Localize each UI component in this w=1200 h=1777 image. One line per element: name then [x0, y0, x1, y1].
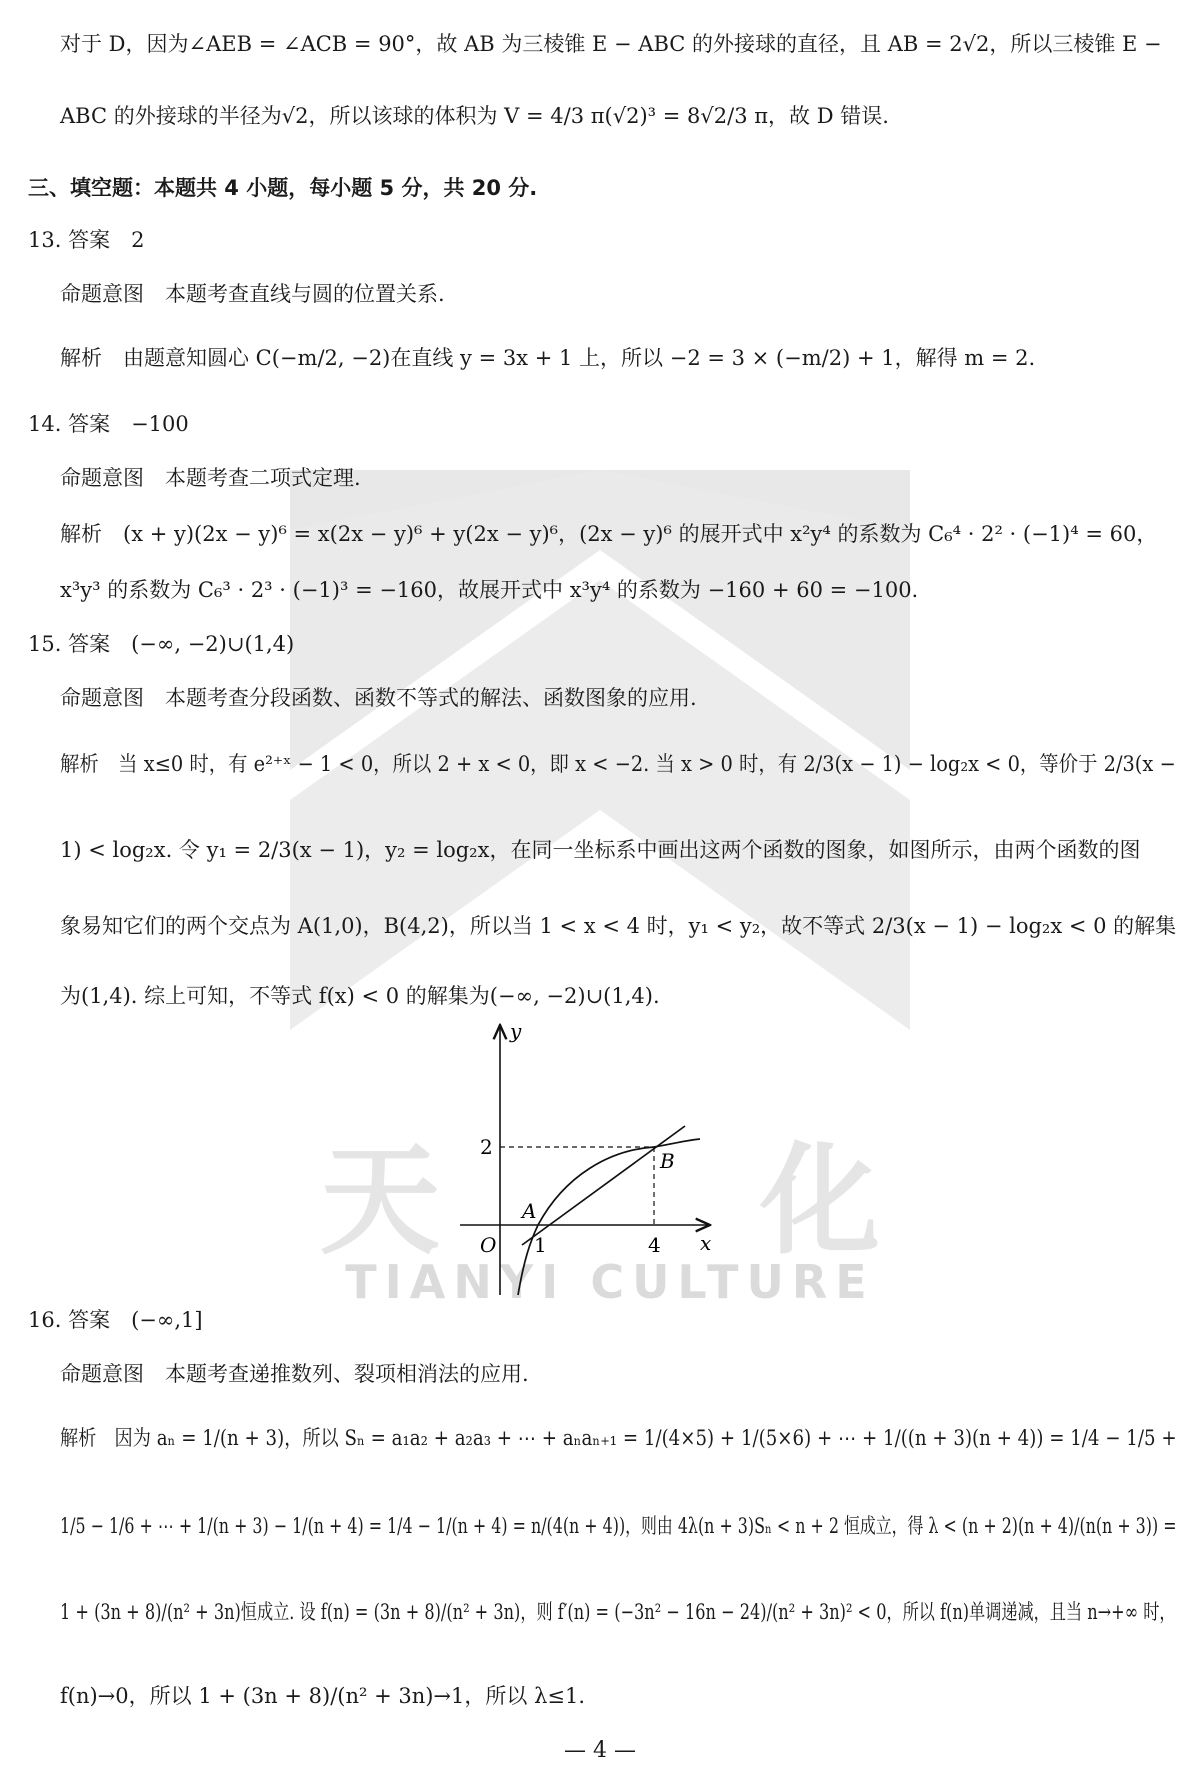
- text-line: f(n)→0，所以 1 + (3n + 8)/(n² + 3n)→1，所以 λ≤1.: [60, 1684, 586, 1708]
- watermark-char-right: 化: [760, 1132, 880, 1271]
- label-y: y: [510, 1020, 522, 1043]
- page-number: — 4 —: [564, 1738, 636, 1763]
- text-line: 三、填空题：本题共 4 小题，每小题 5 分，共 20 分.: [28, 176, 538, 200]
- watermark-text: TIANYI CULTURE: [345, 1255, 875, 1309]
- tick-x4: 4: [648, 1233, 661, 1257]
- text-line: 命题意图 本题考查直线与圆的位置关系.: [60, 282, 445, 306]
- text-line: 命题意图 本题考查分段函数、函数不等式的解法、函数图象的应用.: [60, 686, 697, 710]
- label-x: x: [700, 1231, 712, 1255]
- tick-y2: 2: [480, 1135, 493, 1159]
- text-line: 16. 答案 (−∞,1]: [28, 1308, 203, 1332]
- text-line: x³y³ 的系数为 C₆³ · 2³ · (−1)³ = −160，故展开式中 x³y⁴ 的系数为 −160 + 60 = −100.: [60, 578, 919, 602]
- text-line: 解析 (x + y)(2x − y)⁶ = x(2x − y)⁶ + y(2x − y)⁶，(2x − y)⁶ 的展开式中 x²y⁴ 的系数为 C₆⁴ · 2² · (−1)⁴ = 60，: [60, 522, 1158, 546]
- linear-line: [522, 1126, 685, 1245]
- text-line: ABC 的外接球的半径为√2，所以该球的体积为 V = 4/3 π(√2)³ = 8√2/3 π，故 D 错误.: [60, 104, 889, 128]
- label-point-b: B: [660, 1149, 675, 1173]
- text-line: 解析 由题意知圆心 C(−m/2, −2)在直线 y = 3x + 1 上，所以 −2 = 3 × (−m/2) + 1，解得 m = 2.: [60, 346, 1036, 370]
- watermark-char-left: 天: [320, 1132, 440, 1271]
- text-line: 命题意图 本题考查二项式定理.: [60, 466, 361, 490]
- text-line: 1 + (3n + 8)/(n² + 3n)恒成立. 设 f(n) = (3n + 8)/(n² + 3n)，则 f′(n) = (−3n² − 16n − 24)/(n² + 3n)² < 0，所以 f(n)单调递减，且当 n→+∞ 时，: [60, 1600, 1176, 1624]
- tick-x1: 1: [534, 1233, 547, 1257]
- text-line: 1/5 − 1/6 + ⋯ + 1/(n + 3) − 1/(n + 4) = 1/4 − 1/(n + 4) = n/(4(n + 4))，则由 4λ(n + 3)Sₙ < n + 2 恒成立，得 λ < (n + 2)(n + 4)/(n(n + 3)) =: [60, 1514, 1177, 1538]
- text-line: 1) < log₂x. 令 y₁ = 2/3(x − 1)，y₂ = log₂x，在同一坐标系中画出这两个函数的图象，如图所示，由两个函数的图: [60, 838, 1141, 862]
- text-line: 15. 答案 (−∞, −2)∪(1,4): [28, 632, 295, 656]
- function-graph: [460, 1020, 720, 1300]
- text-line: 解析 因为 aₙ = 1/(n + 3)，所以 Sₙ = a₁a₂ + a₂a₃ + ⋯ + aₙaₙ₊₁ = 1/(4×5) + 1/(5×6) + ⋯ + 1/((n + 3)(n + 4)) = 1/4 − 1/5 +: [60, 1426, 1177, 1450]
- text-line: 13. 答案 2: [28, 228, 145, 252]
- text-line: 解析 当 x≤0 时，有 e²⁺ˣ − 1 < 0，所以 2 + x < 0，即 x < −2. 当 x > 0 时，有 2/3(x − 1) − log₂x < 0，等价于 2/3(x −: [60, 752, 1176, 776]
- label-point-a: A: [522, 1199, 537, 1223]
- text-line: 命题意图 本题考查递推数列、裂项相消法的应用.: [60, 1362, 529, 1386]
- text-line: 象易知它们的两个交点为 A(1,0)，B(4,2)，所以当 1 < x < 4 时，y₁ < y₂，故不等式 2/3(x − 1) − log₂x < 0 的解集: [60, 914, 1177, 938]
- label-origin: O: [480, 1233, 497, 1257]
- text-line: 对于 D，因为∠AEB = ∠ACB = 90°，故 AB 为三棱锥 E − ABC 的外接球的直径，且 AB = 2√2，所以三棱锥 E −: [60, 32, 1162, 56]
- text-line: 为(1,4). 综上可知，不等式 f(x) < 0 的解集为(−∞, −2)∪(1,4).: [60, 984, 660, 1008]
- text-line: 14. 答案 −100: [28, 412, 189, 436]
